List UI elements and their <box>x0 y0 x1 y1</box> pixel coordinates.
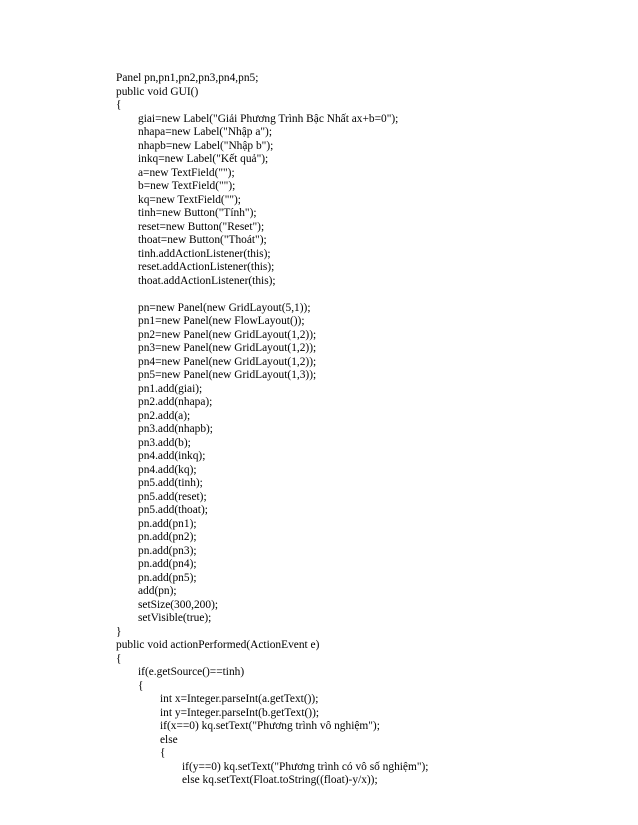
code-line: tinh.addActionListener(this); <box>138 247 271 260</box>
code-line: reset=new Button("Reset"); <box>138 220 265 233</box>
code-line: { <box>160 747 166 759</box>
code-line: inkq=new Label("Kết quả"); <box>138 153 269 165</box>
code-line: pn1.add(giai); <box>138 382 203 395</box>
code-line: kq=new TextField(""); <box>138 193 241 206</box>
code-line: pn2=new Panel(new GridLayout(1,2)); <box>138 328 317 341</box>
code-line: if(e.getSource()==tinh) <box>138 666 245 678</box>
code-line: else kq.setText(Float.toString((float)-y/x)); <box>182 774 378 786</box>
code-line: pn2.add(nhapa); <box>138 396 213 408</box>
code-line: { <box>116 99 122 111</box>
code-line: pn.add(pn1); <box>138 517 197 530</box>
code-line: public void actionPerformed(ActionEvent e) <box>116 639 320 651</box>
code-line: Panel pn,pn1,pn2,pn3,pn4,pn5; <box>116 72 259 84</box>
code-line: pn3.add(b); <box>138 436 191 449</box>
code-line: pn3=new Panel(new GridLayout(1,2)); <box>138 342 317 354</box>
code-line: pn4.add(kq); <box>138 463 197 476</box>
code-line: pn.add(pn2); <box>138 531 197 543</box>
code-line: int y=Integer.parseInt(b.getText()); <box>160 706 320 719</box>
code-line: tinh=new Button("Tính"); <box>138 207 257 219</box>
code-line: pn3.add(nhapb); <box>138 423 213 435</box>
code-line: a=new TextField(""); <box>138 166 235 179</box>
code-line: add(pn); <box>138 585 177 597</box>
code-line: { <box>138 679 144 692</box>
code-line: reset.addActionListener(this); <box>138 261 275 273</box>
code-line: pn2.add(a); <box>138 409 191 422</box>
code-line: pn1=new Panel(new FlowLayout()); <box>138 315 305 327</box>
code-line: pn.add(pn3); <box>138 544 197 557</box>
code-line: thoat=new Button("Thoát"); <box>138 234 267 246</box>
code-line: pn5.add(thoat); <box>138 504 208 516</box>
code-line: nhapb=new Label("Nhập b"); <box>138 139 274 152</box>
code-line: giai=new Label("Giải Phương Trình Bậc Nhất ax+b=0"); <box>138 112 399 125</box>
code-line: if(y==0) kq.setText("Phương trình có vô số nghiệm"); <box>182 760 429 773</box>
code-line: setVisible(true); <box>138 612 212 624</box>
code-line: pn.add(pn4); <box>138 558 197 570</box>
code-line: pn5=new Panel(new GridLayout(1,3)); <box>138 369 317 381</box>
code-line: { <box>116 652 122 665</box>
code-line: nhapa=new Label("Nhập a"); <box>138 126 273 138</box>
code-line: int x=Integer.parseInt(a.getText()); <box>160 693 319 705</box>
code-line: pn.add(pn5); <box>138 571 197 584</box>
code-line: pn5.add(tinh); <box>138 477 203 489</box>
code-line: } <box>116 625 122 638</box>
code-line: pn4.add(inkq); <box>138 450 206 462</box>
code-line: pn=new Panel(new GridLayout(5,1)); <box>138 301 311 314</box>
code-line: else <box>160 733 178 746</box>
code-line: setSize(300,200); <box>138 598 219 611</box>
code-listing <box>116 72 596 788</box>
code-line: b=new TextField(""); <box>138 180 236 192</box>
code-line: if(x==0) kq.setText("Phương trình vô nghiệm"); <box>160 720 380 732</box>
code-line: public void GUI() <box>116 85 199 98</box>
code-line: pn4=new Panel(new GridLayout(1,2)); <box>138 355 317 368</box>
code-line: pn5.add(reset); <box>138 490 207 503</box>
code-line: thoat.addActionListener(this); <box>138 274 276 287</box>
code-line <box>116 288 596 302</box>
